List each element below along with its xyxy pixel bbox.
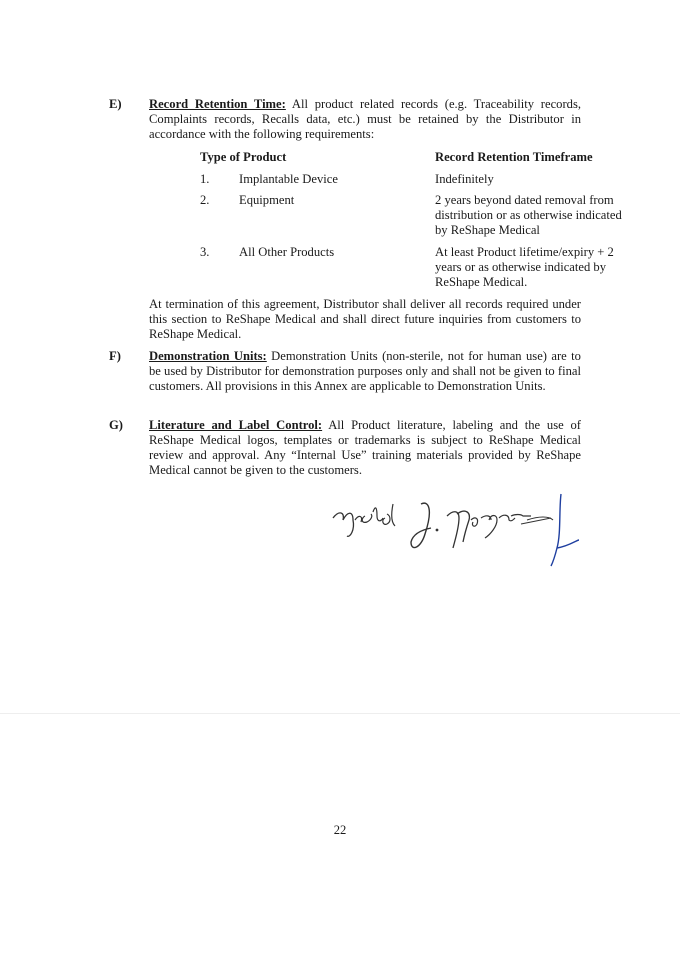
signature-image — [325, 490, 595, 570]
table-row-1-timeframe: Indefinitely — [435, 172, 494, 186]
table-row-1-product: Implantable Device — [239, 172, 338, 186]
table-row-3-product: All Other Products — [239, 245, 335, 259]
section-g-heading: Literature and Label Control: — [149, 418, 323, 432]
table-row-3-num: 3. — [200, 245, 210, 259]
section-f-letter: F) — [109, 349, 121, 363]
table-header-timeframe: Record Retention Timeframe — [435, 150, 593, 164]
termination-paragraph: At termination of this agreement, Distributor shall deliver all records required under this section to ReShape Medical and shall direct future inquiries from customers to ReShape Medical. — [149, 297, 581, 341]
section-g-letter: G) — [109, 418, 123, 432]
section-f-text: Demonstration Units (non-sterile, not for human use) are to be used by Distributor for demonstration purposes only and shall not be given to final customers. All provisions in this Annex are applicable to Demonstration Units. — [149, 349, 581, 393]
page-number: 22 — [333, 823, 347, 837]
section-e-paragraph — [149, 97, 581, 142]
table-row-2-timeframe: 2 years beyond dated removal from distribution or as otherwise indicated by ReShape Medical — [435, 193, 622, 237]
faint-divider — [0, 713, 680, 714]
section-f-heading: Demonstration Units: — [149, 349, 267, 363]
section-e-text: All product related records (e.g. Traceability records, Complaints records, Recalls data, etc.) must be retained by the Distributor in accordance with the following requirements: — [149, 97, 581, 141]
section-e-heading: Record Retention Time: — [149, 97, 286, 111]
section-g-paragraph — [149, 418, 581, 478]
section-g-text: All Product literature, labeling and the use of ReShape Medical logos, templates or trademarks is subject to ReShape Medical review and approval. Any “Internal Use” training materials provided by ReShape Medical cannot be given to the customers. — [149, 418, 582, 477]
table-row-1-num: 1. — [200, 172, 210, 186]
table-row-2-product: Equipment — [239, 193, 295, 207]
table-row-3-timeframe: At least Product lifetime/expiry + 2 years or as otherwise indicated by ReShape Medical. — [435, 245, 614, 289]
table-row-2-num: 2. — [200, 193, 210, 207]
section-f-paragraph — [149, 349, 581, 394]
table-header-product: Type of Product — [200, 150, 287, 164]
section-e-letter: E) — [109, 97, 122, 111]
